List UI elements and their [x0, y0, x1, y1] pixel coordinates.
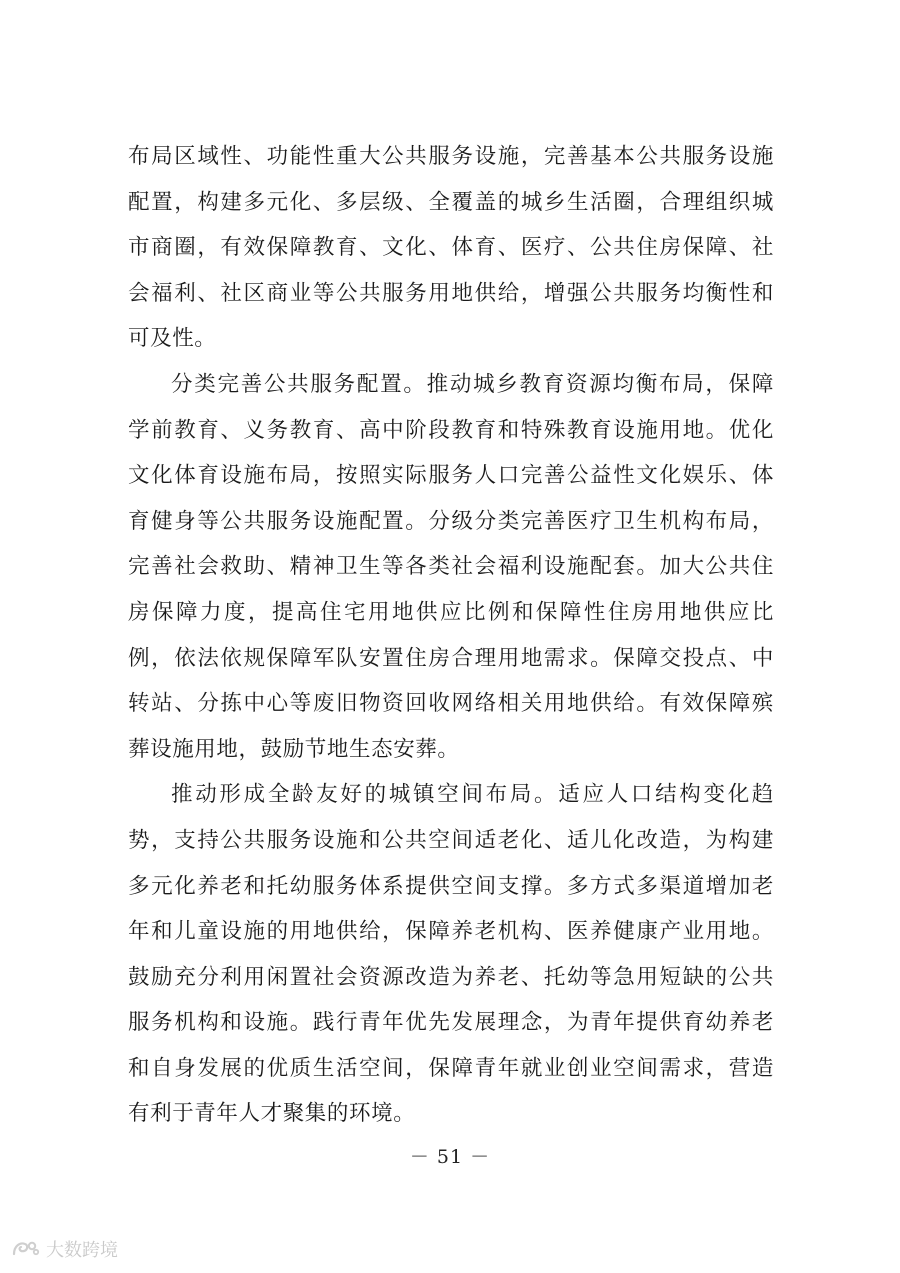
text-line: 可及性。: [128, 326, 217, 352]
text-line: 转站、分拣中心等废旧物资回收网络相关用地供给。有效保障殡: [128, 691, 774, 717]
watermark: [10, 1236, 118, 1262]
text-line: 鼓励充分利用闲置社会资源改造为养老、托幼等急用短缺的公共: [128, 964, 774, 990]
text-line: 年和儿童设施的用地供给，保障养老机构、医养健康产业用地。: [128, 919, 774, 945]
document-body: [128, 134, 774, 1137]
text-fragment: 适应人口结构变化趋: [558, 782, 774, 808]
text-line: 完善社会救助、精神卫生等各类社会福利设施配套。加大公共住: [128, 554, 774, 580]
text-line: 势，支持公共服务设施和公共空间适老化、适儿化改造，为构建: [128, 827, 774, 853]
watermark-logo-icon: [10, 1238, 40, 1260]
watermark-text: 大数跨境: [46, 1240, 118, 1261]
paragraph-3: [128, 772, 774, 1137]
text-line: 服务机构和设施。践行青年优先发展理念，为青年提供育幼养老: [128, 1010, 774, 1036]
text-line: 布局区域性、功能性重大公共服务设施，完善基本公共服务设施: [128, 144, 774, 169]
paragraph-lead: 分类完善公共服务配置。: [171, 371, 427, 397]
text-line: 房保障力度，提高住宅用地供应比例和保障性住房用地供应比: [128, 599, 774, 625]
text-line: 多元化养老和托幼服务体系提供空间支撑。多方式多渠道增加老: [128, 873, 774, 899]
text-line: 文化体育设施布局，按照实际服务人口完善公益性文化娱乐、体: [128, 463, 774, 489]
text-line: 有利于青年人才聚集的环境。: [128, 1101, 416, 1127]
paragraph-1: [128, 134, 774, 362]
paragraph-2: [128, 362, 774, 772]
page-number: － 51 －: [409, 1146, 491, 1168]
text-fragment: 推动城乡教育资源均衡布局，保障: [426, 371, 774, 397]
text-line-first: [128, 772, 774, 818]
text-line: 育健身等公共服务设施配置。分级分类完善医疗卫生机构布局，: [128, 508, 774, 534]
text-line: 和自身发展的优质生活空间，保障青年就业创业空间需求，营造: [128, 1055, 774, 1081]
text-line: 市商圈，有效保障教育、文化、体育、医疗、公共住房保障、社: [128, 235, 774, 261]
text-line-first: [128, 362, 774, 408]
text-line: 会福利、社区商业等公共服务用地供给，增强公共服务均衡性和: [128, 280, 774, 306]
paragraph-lead: 推动形成全龄友好的城镇空间布局。: [171, 782, 559, 808]
text-line: 配置，构建多元化、多层级、全覆盖的城乡生活圈，合理组织城: [128, 189, 774, 215]
text-line: 葬设施用地，鼓励节地生态安葬。: [128, 736, 460, 762]
text-line: 例，依法依规保障军队安置住房合理用地需求。保障交投点、中: [128, 645, 774, 671]
text-line: 学前教育、义务教育、高中阶段教育和特殊教育设施用地。优化: [128, 417, 774, 443]
